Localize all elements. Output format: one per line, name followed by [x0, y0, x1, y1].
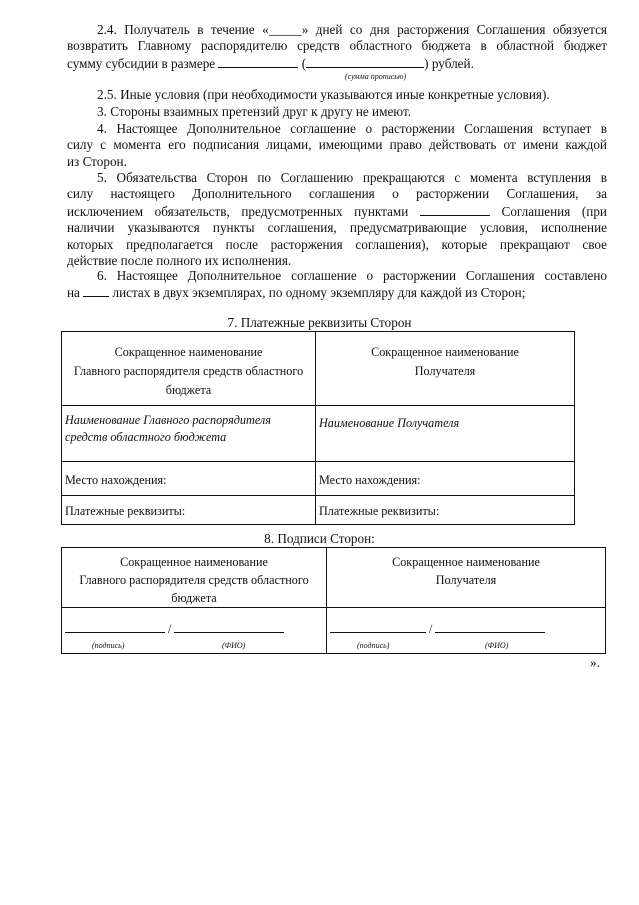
p24-line-1: 2.4. Получатель в течение «_____» дней со дня расторжения Соглашения обязуется [97, 22, 607, 37]
signatures-table [61, 547, 606, 654]
s8-right-header-line-1: Сокращенное наименование [392, 555, 540, 569]
s7-right-name: Наименование Получателя [316, 406, 575, 462]
paragraph-2-4 [67, 22, 607, 72]
payment-details-table [61, 331, 575, 525]
s8-right-signature-cell [327, 608, 606, 654]
p5-line-3b: Соглашения (при [501, 203, 607, 219]
amount-words-blank [306, 55, 424, 68]
left-fio-label: (ФИО) [222, 641, 246, 650]
closing-quote: ». [590, 655, 600, 670]
s8-left-header-line-3: бюджета [171, 591, 217, 605]
paren-open: ( [301, 55, 307, 71]
right-signature-line [330, 618, 426, 633]
p4-line-2: силу с момента его подписания лицами, имеющими право действовать от имени каждой [67, 137, 607, 153]
right-fio-label: (ФИО) [485, 641, 509, 650]
left-signature-line [65, 618, 165, 633]
amount-words-note: (сумма прописью) [345, 72, 407, 81]
s8-right-header [327, 548, 606, 608]
p5-line-1: 5. Обязательства Сторон по Соглашению прекращаются с момента вступления в [97, 170, 607, 185]
section-8-title: 8. Подписи Сторон: [264, 531, 375, 546]
paragraph-6 [67, 268, 607, 302]
p4-line-1: 4. Настоящее Дополнительное соглашение о расторжении Соглашения вступает в [97, 121, 607, 136]
right-fio-line [435, 618, 545, 633]
p6-line-2a: на [67, 285, 80, 301]
paragraph-4 [67, 121, 607, 170]
s7-right-header-line-2: Получателя [414, 364, 476, 378]
left-fio-line [174, 618, 284, 633]
s8-left-header-line-2: Главного распорядителя средств областного [79, 573, 309, 587]
p6-line-2b: листах в двух экземплярах, по одному экземпляру для каждой из Сторон; [112, 285, 526, 301]
s8-left-signature-cell [62, 608, 327, 654]
s7-right-header [316, 332, 575, 406]
p5-line-3a: исключением обязательств, предусмотренных пунктами [67, 203, 409, 219]
p5-line-6: действие после полного их исполнения. [67, 253, 292, 269]
left-sign-label: (подпись) [92, 641, 125, 650]
right-sign-label: (подпись) [357, 641, 390, 650]
s7-left-name-line-2: средств областного бюджета [65, 430, 227, 444]
amount-blank [218, 55, 298, 68]
s7-right-header-line-1: Сокращенное наименование [371, 345, 519, 359]
s8-left-header-line-1: Сокращенное наименование [120, 555, 268, 569]
s7-left-header-line-3: бюджета [165, 383, 212, 397]
s7-left-name-line-1: Наименование Главного распорядителя [65, 413, 271, 427]
paragraph-2-5 [67, 87, 607, 103]
p5-line-2: силу настоящего Дополнительного соглашения о расторжении Соглашения, за [67, 186, 607, 202]
p24-line-3a: сумму субсидии в размере [67, 55, 216, 71]
points-blank [420, 203, 490, 216]
s7-left-name [62, 406, 316, 462]
p6-line-1: 6. Настоящее Дополнительное соглашение о расторжении Соглашения составлено [97, 268, 607, 283]
p25-text: 2.5. Иные условия (при необходимости указываются иные конкретные условия). [97, 87, 550, 102]
s8-right-header-line-2: Получателя [435, 573, 497, 587]
p5-line-4: наличии указываются пункты соглашения, предусматривающие условия, исполнение [67, 220, 607, 236]
s7-left-location: Место нахождения: [62, 462, 316, 496]
p24-line-3c: ) рублей. [424, 55, 474, 71]
p4-line-3: из Сторон. [67, 153, 127, 169]
right-slash: / [429, 622, 433, 636]
paragraph-5 [67, 170, 607, 269]
left-slash: / [168, 622, 172, 636]
p3-text: 3. Стороны взаимных претензий друг к другу не имеют. [97, 104, 412, 119]
s7-right-payment: Платежные реквизиты: [316, 496, 575, 525]
s7-left-payment: Платежные реквизиты: [62, 496, 316, 525]
s8-left-header [62, 548, 327, 608]
s7-left-header-line-2: Главного распорядителя средств областного [73, 364, 304, 378]
section-7-title: 7. Платежные реквизиты Сторон [227, 315, 412, 330]
p24-line-2: возвратить Главному распорядителю средств областного бюджета в областной бюджет [67, 38, 607, 54]
s7-left-header-line-1: Сокращенное наименование [114, 345, 263, 359]
p5-line-5: которых предполагается после расторжения соглашения), которые прекращают свое [67, 236, 607, 252]
sheets-blank [83, 284, 109, 297]
s7-right-location: Место нахождения: [316, 462, 575, 496]
s7-left-header [62, 332, 316, 406]
paragraph-3 [67, 104, 607, 120]
